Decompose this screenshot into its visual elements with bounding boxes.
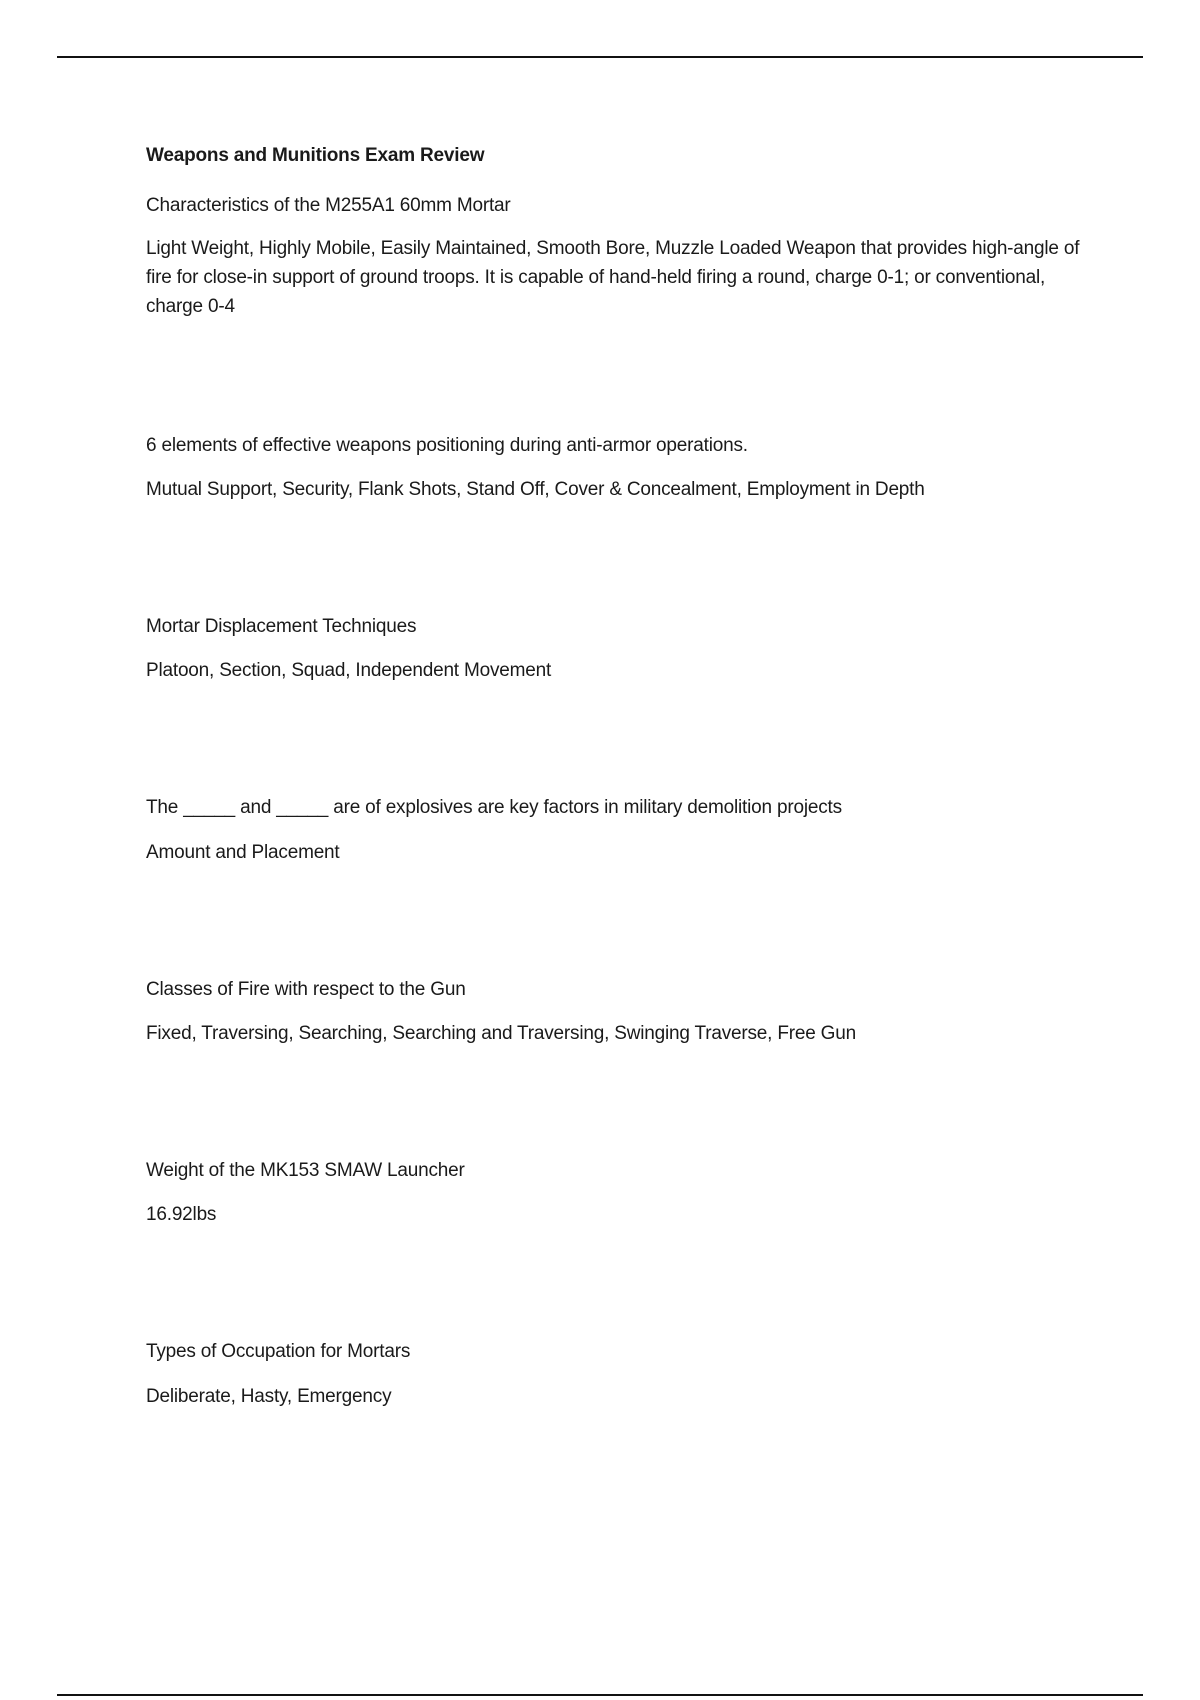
question-2: 6 elements of effective weapons positioning during anti-armor operations. (146, 435, 748, 456)
answer-2: Mutual Support, Security, Flank Shots, Stand Off, Cover & Concealment, Employment in Depth (146, 479, 925, 500)
answer-6: 16.92lbs (146, 1204, 217, 1225)
question-7: Types of Occupation for Mortars (146, 1341, 411, 1362)
question-3: Mortar Displacement Techniques (146, 616, 417, 637)
answer-5: Fixed, Traversing, Searching, Searching and Traversing, Swinging Traverse, Free Gun (146, 1023, 856, 1044)
header-rule (57, 56, 1143, 58)
question-5: Classes of Fire with respect to the Gun (146, 979, 466, 1000)
answer-7: Deliberate, Hasty, Emergency (146, 1386, 392, 1407)
question-6: Weight of the MK153 SMAW Launcher (146, 1160, 465, 1181)
answer-4: Amount and Placement (146, 842, 340, 863)
answer-3: Platoon, Section, Squad, Independent Movement (146, 660, 552, 681)
question-4: The _____ and _____ are of explosives are key factors in military demolition projects (146, 797, 842, 818)
question-1: Characteristics of the M255A1 60mm Mortar (146, 195, 511, 216)
answer-1: Light Weight, Highly Mobile, Easily Maintained, Smooth Bore, Muzzle Loaded Weapon that provides high-angle of fire for close-in support of ground troops. It is capable of hand-held firing a round, charge 0-1; or conventional, charge 0-4 (146, 238, 1080, 317)
document-title: Weapons and Munitions Exam Review (146, 145, 485, 166)
footer-rule (57, 1694, 1143, 1696)
